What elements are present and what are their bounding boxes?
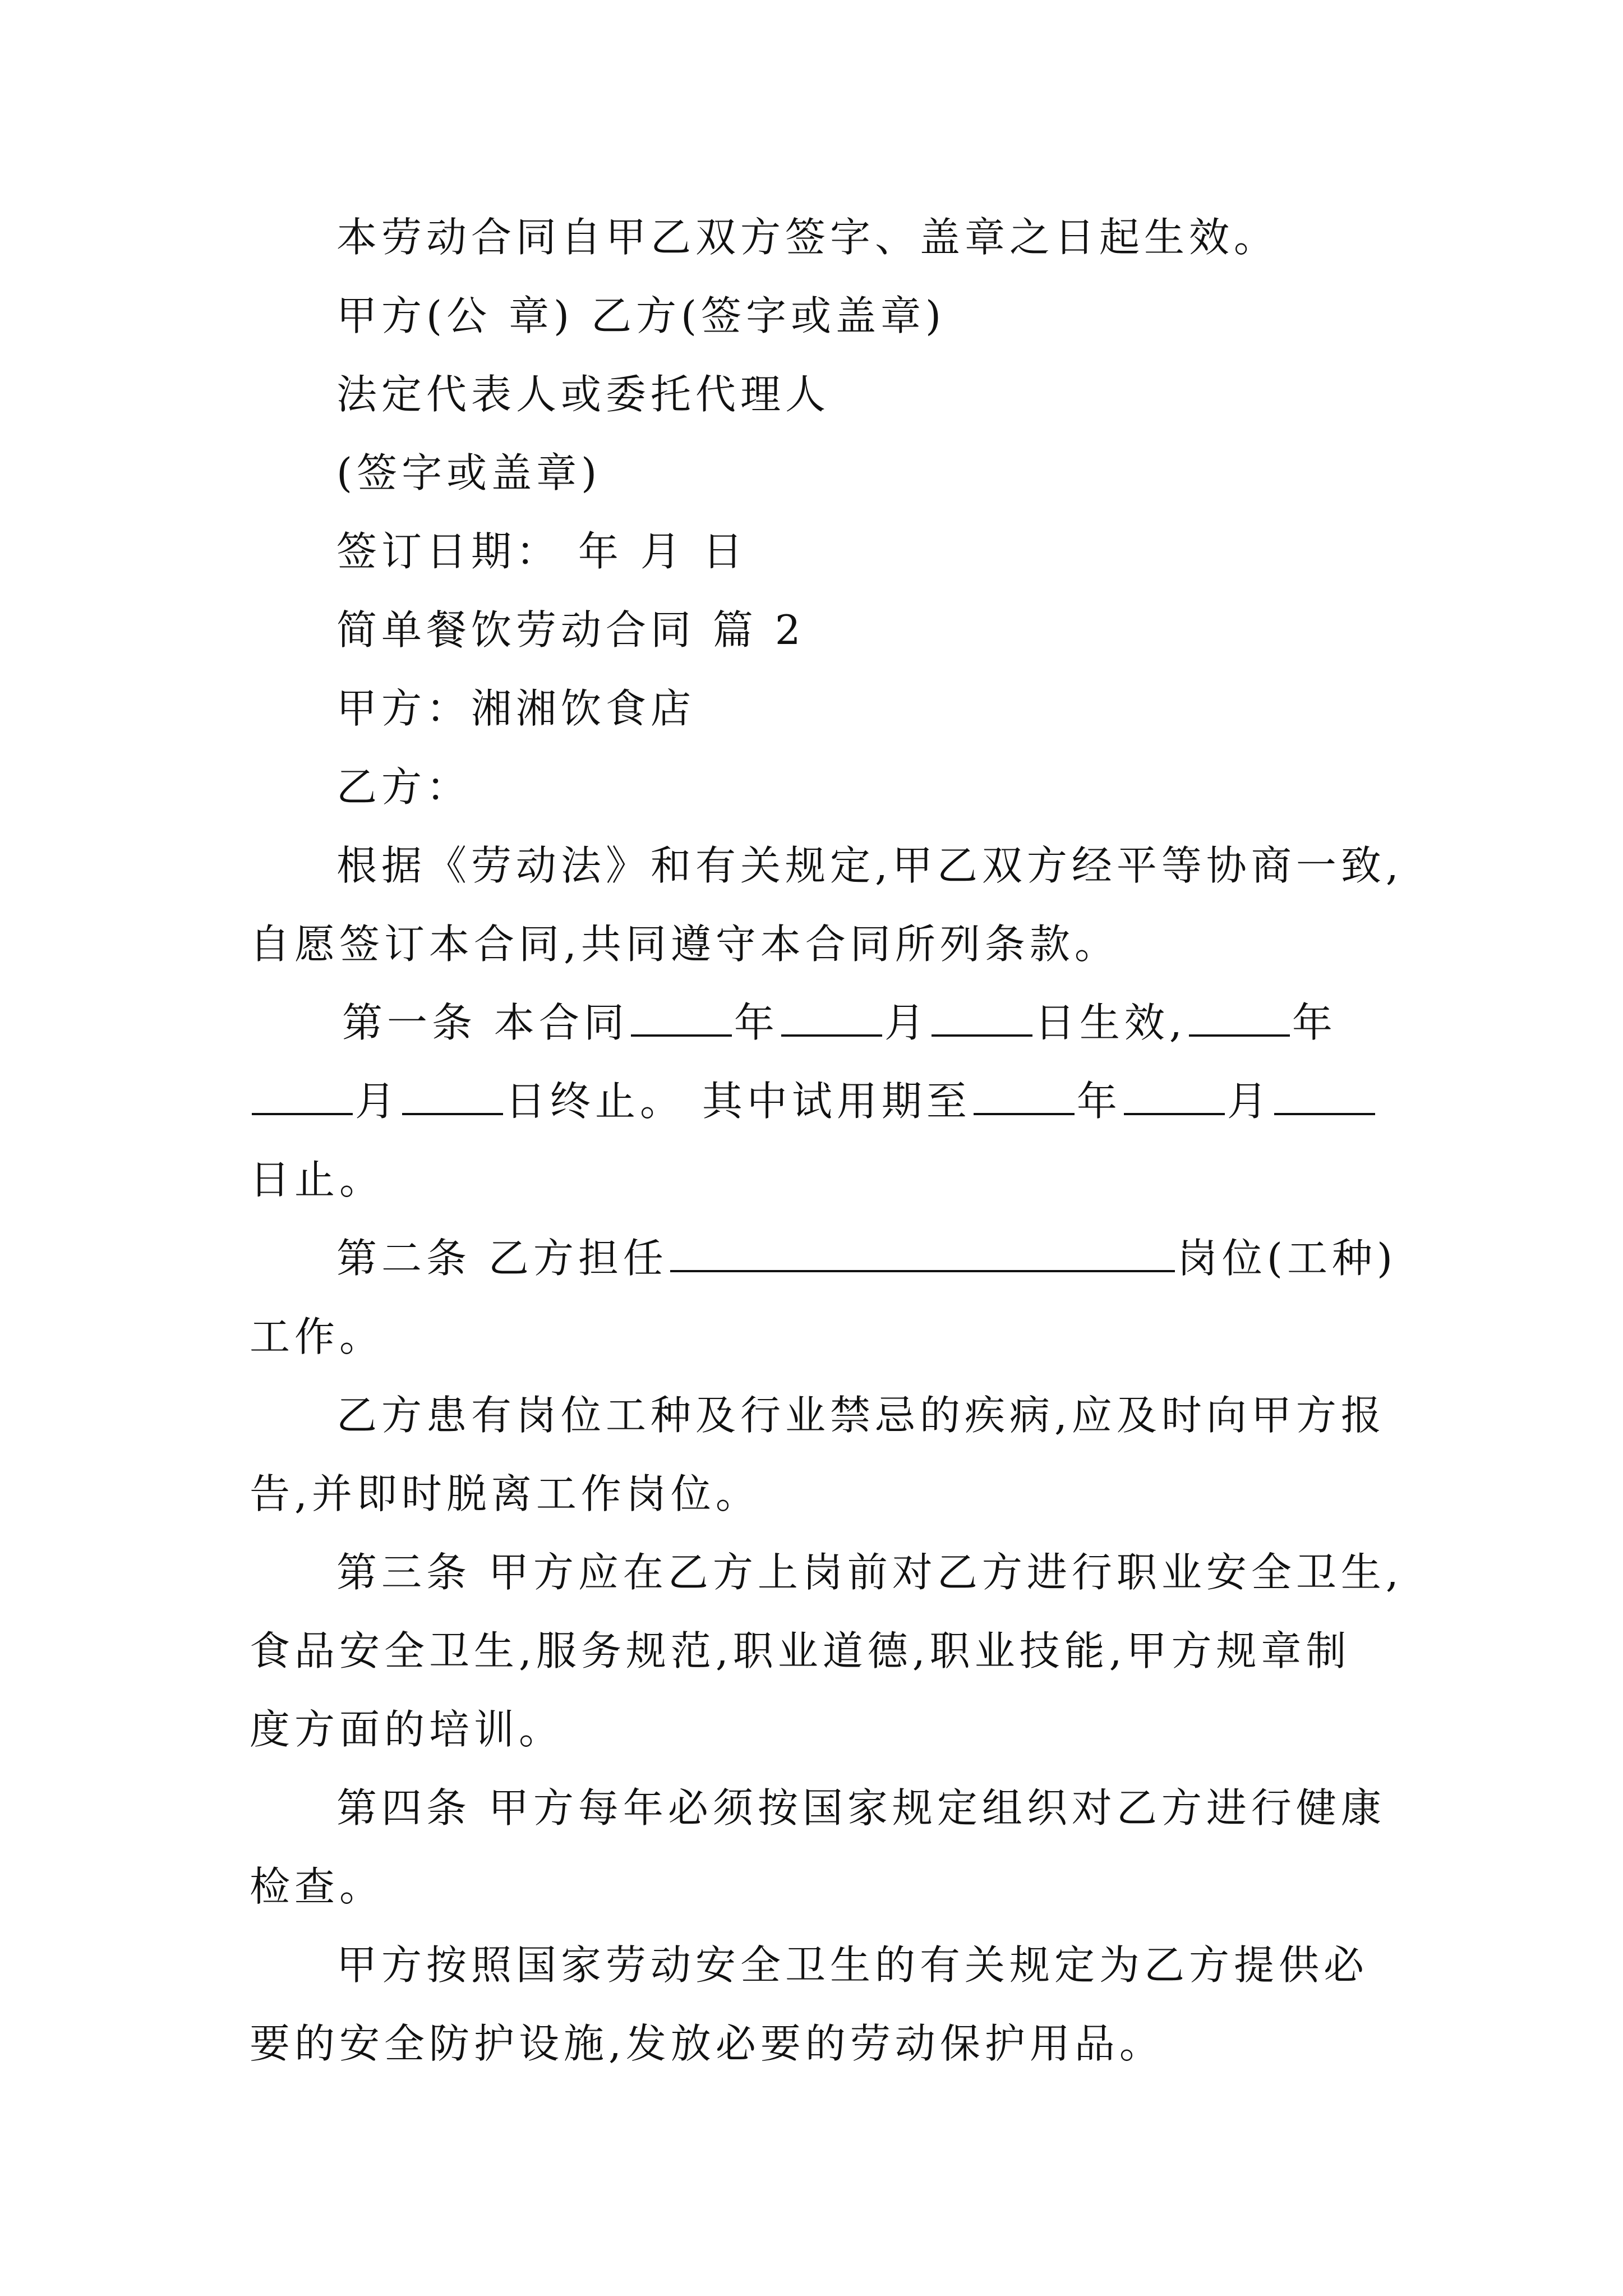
article-1-text: 月 (884, 999, 929, 1046)
article-2-line-1 (336, 1233, 1397, 1283)
article-1-text: 月 (1227, 1078, 1272, 1125)
paragraph-line: 自愿签订本合同,共同遵守本合同所列条款。 (250, 921, 1119, 968)
article-1-text: 日终止。 其中试用期至 (505, 1078, 971, 1125)
blank-field (252, 1078, 353, 1115)
paragraph-line: 食品安全卫生,服务规范,职业道德,职业技能,甲方规章制 (250, 1627, 1351, 1674)
article-1-line-1 (342, 997, 1337, 1048)
blank-field (670, 1235, 1175, 1272)
paragraph-line: 法定代表人或委托代理人 (336, 371, 831, 418)
party-b-line: 乙方： (336, 763, 472, 811)
paragraph-line: 甲方(公 章) 乙方(签字或盖章) (336, 292, 946, 339)
article-2-suffix: 岗位(工种) (1177, 1235, 1398, 1282)
blank-field (1189, 1000, 1290, 1037)
paragraph-line: 检查。 (250, 1863, 385, 1910)
article-1-text: 年 (1076, 1078, 1122, 1125)
paragraph-line: 乙方患有岗位工种及行业禁忌的疾病,应及时向甲方报 (336, 1392, 1386, 1439)
article-1-text: 年 (1292, 999, 1337, 1046)
paragraph-line: 第四条 甲方每年必须按国家规定组织对乙方进行健康 (336, 1784, 1386, 1832)
blank-field (974, 1078, 1075, 1115)
article-1-text: 年 (734, 999, 779, 1046)
paragraph-line: 本劳动合同自甲乙双方签字、盖章之日起生效。 (336, 214, 1279, 261)
paragraph-line: 度方面的培训。 (250, 1706, 564, 1753)
blank-field (781, 1000, 882, 1037)
blank-field (932, 1000, 1032, 1037)
article-1-line-3: 日止。 (250, 1156, 385, 1203)
paragraph-line: 根据《劳动法》和有关规定,甲乙双方经平等协商一致, (336, 842, 1403, 889)
article-2-prefix: 第二条 乙方担任 (336, 1235, 668, 1282)
article-1-text: 日生效, (1034, 999, 1187, 1046)
paragraph-line: 签订日期： 年 月 日 (336, 528, 748, 575)
article-1-line-2 (250, 1076, 1377, 1126)
blank-field (1124, 1078, 1225, 1115)
paragraph-line: 甲方按照国家劳动安全卫生的有关规定为乙方提供必 (336, 1941, 1369, 1989)
section-heading: 简单餐饮劳动合同 篇 2 (336, 606, 805, 654)
blank-field (1274, 1078, 1375, 1115)
blank-field (402, 1078, 503, 1115)
article-1-prefix: 第一条 本合同 (342, 999, 629, 1046)
blank-field (631, 1000, 732, 1037)
paragraph-line: 要的安全防护设施,发放必要的劳动保护用品。 (250, 2020, 1164, 2067)
party-a-line: 甲方：湘湘饮食店 (336, 685, 696, 732)
article-2-line-2: 工作。 (250, 1313, 385, 1360)
article-1-text: 月 (355, 1078, 400, 1125)
paragraph-line: (签字或盖章) (336, 449, 602, 496)
paragraph-line: 告,并即时脱离工作岗位。 (250, 1470, 760, 1517)
paragraph-line: 第三条 甲方应在乙方上岗前对乙方进行职业安全卫生, (336, 1549, 1403, 1596)
